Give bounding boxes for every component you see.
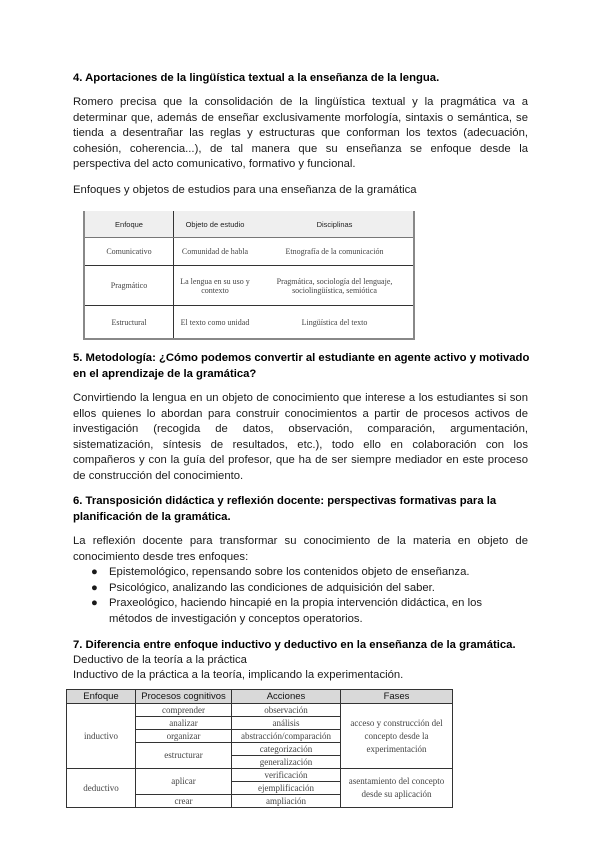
cell-enfoque-deductivo: deductivo	[67, 769, 136, 808]
list-item	[73, 581, 528, 597]
cell-proceso: estructurar	[136, 743, 232, 769]
cell-disciplinas: Pragmática, sociología del lenguaje, sociolingüística, semiótica	[256, 266, 414, 306]
header-fases: Fases	[341, 690, 453, 704]
table-header-row	[84, 211, 414, 238]
cell-proceso: comprender	[136, 704, 232, 717]
list-item	[73, 596, 528, 627]
cell-accion: ampliación	[232, 795, 341, 808]
bullet-icon: ●	[91, 581, 98, 594]
cell-disciplinas: Etnografía de la comunicación	[256, 238, 414, 266]
approaches-table	[83, 211, 415, 340]
list-item-text: Psicológico, analizando las condiciones de adquisición del saber.	[109, 581, 435, 594]
table-header-row	[67, 690, 453, 704]
table-row	[84, 266, 414, 306]
bullet-icon: ●	[91, 566, 98, 578]
list-item-text: Epistemológico, repensando sobre los contenidos objeto de enseñanza.	[109, 566, 470, 578]
section-4-heading: 4. Aportaciones de la lingüística textual a la enseñanza de la lengua.	[73, 72, 440, 84]
cell-proceso: analizar	[136, 717, 232, 730]
cell-accion: abstracción/comparación	[232, 730, 341, 743]
cell-fase-deductivo: asentamiento del concepto desde su aplicación	[341, 769, 453, 808]
cell-proceso: crear	[136, 795, 232, 808]
cell-enfoque: Estructural	[84, 306, 174, 340]
cell-enfoque: Comunicativo	[84, 238, 174, 266]
bullet-icon: ●	[91, 597, 98, 610]
cell-accion: observación	[232, 704, 341, 717]
table-row	[67, 704, 453, 717]
header-enfoque: Enfoque	[67, 690, 136, 704]
inductive-deductive-table	[66, 689, 453, 808]
cell-proceso: organizar	[136, 730, 232, 743]
cell-proceso: aplicar	[136, 769, 232, 795]
cell-enfoque-inductivo: inductivo	[67, 704, 136, 769]
header-objeto-estudio: Objeto de estudio	[174, 211, 257, 238]
list-item	[73, 565, 528, 581]
cell-objeto: Comunidad de habla	[181, 247, 249, 256]
list-item-text: Praxeológico, haciendo hincapié en la propia intervención didáctica, en los métodos de investigación y conceptos operatorios.	[109, 597, 483, 625]
cell-accion: verificación	[232, 769, 341, 782]
section-4-paragraph: Romero precisa que la consolidación de la lingüística textual y la pragmática va a determinar que, además de enseñar exclusivamente morfología, sintaxis o semántica, se tienda a desentrañar las reglas y estructuras que conforman los textos (adecuación, cohesión, coherencia...), de tal manera que su enseñanza se enfoque desde la perspectiva del acto comunicativo, formativo y funcional.	[73, 96, 528, 171]
cell-accion: categorización	[232, 743, 341, 756]
cell-accion: análisis	[232, 717, 341, 730]
table-row	[67, 769, 453, 782]
header-procesos-cognitivos: Procesos cognitivos	[136, 690, 232, 704]
section-7-line-inductivo: Inductivo de la práctica a la teoría, implicando la experimentación.	[73, 669, 404, 681]
section-6-bullet-list	[73, 565, 528, 627]
section-7-heading: 7. Diferencia entre enfoque inductivo y deductivo en la enseñanza de la gramática.	[73, 639, 516, 651]
table-row	[84, 306, 414, 340]
cell-disciplinas: Lingüística del texto	[256, 306, 414, 340]
cell-objeto: El texto como unidad	[174, 306, 257, 340]
cell-enfoque: Pragmático	[84, 266, 174, 306]
section-5-heading: 5. Metodología: ¿Cómo podemos convertir al estudiante en agente activo y motivado en el aprendizaje de la gramática?	[73, 352, 530, 380]
header-acciones: Acciones	[232, 690, 341, 704]
header-disciplinas: Disciplinas	[256, 211, 414, 238]
table-row	[84, 238, 414, 266]
cell-accion: ejemplificación	[232, 782, 341, 795]
section-6-paragraph: La reflexión docente para transformar su conocimiento de la materia en objeto de conocimiento desde tres enfoques:	[73, 535, 528, 563]
cell-fase-inductivo: acceso y construcción del concepto desde la experimentación	[341, 704, 453, 769]
cell-accion: generalización	[232, 756, 341, 769]
cell-objeto: La lengua en su uso y contexto	[174, 266, 257, 306]
header-enfoque: Enfoque	[84, 211, 174, 238]
section-7-line-deductivo: Deductivo de la teoría a la práctica	[73, 654, 247, 666]
section-6-heading: 6. Transposición didáctica y reflexión docente: perspectivas formativas para la planificación de la gramática.	[73, 495, 497, 523]
table-1-caption: Enfoques y objetos de estudios para una enseñanza de la gramática	[73, 184, 417, 196]
section-5-paragraph: Convirtiendo la lengua en un objeto de conocimiento que interese a los estudiantes si son ellos quienes lo abordan para construir conocimientos a partir de procesos activos de investigación (recogida de datos, observación, comparación, argumentación, sistematización, síntesis de resultados, etc.), todo ello en colaboración con los compañeros y con la guía del profesor, que ha de ser siempre mediador en este proceso de construcción del conocimiento.	[73, 392, 528, 482]
